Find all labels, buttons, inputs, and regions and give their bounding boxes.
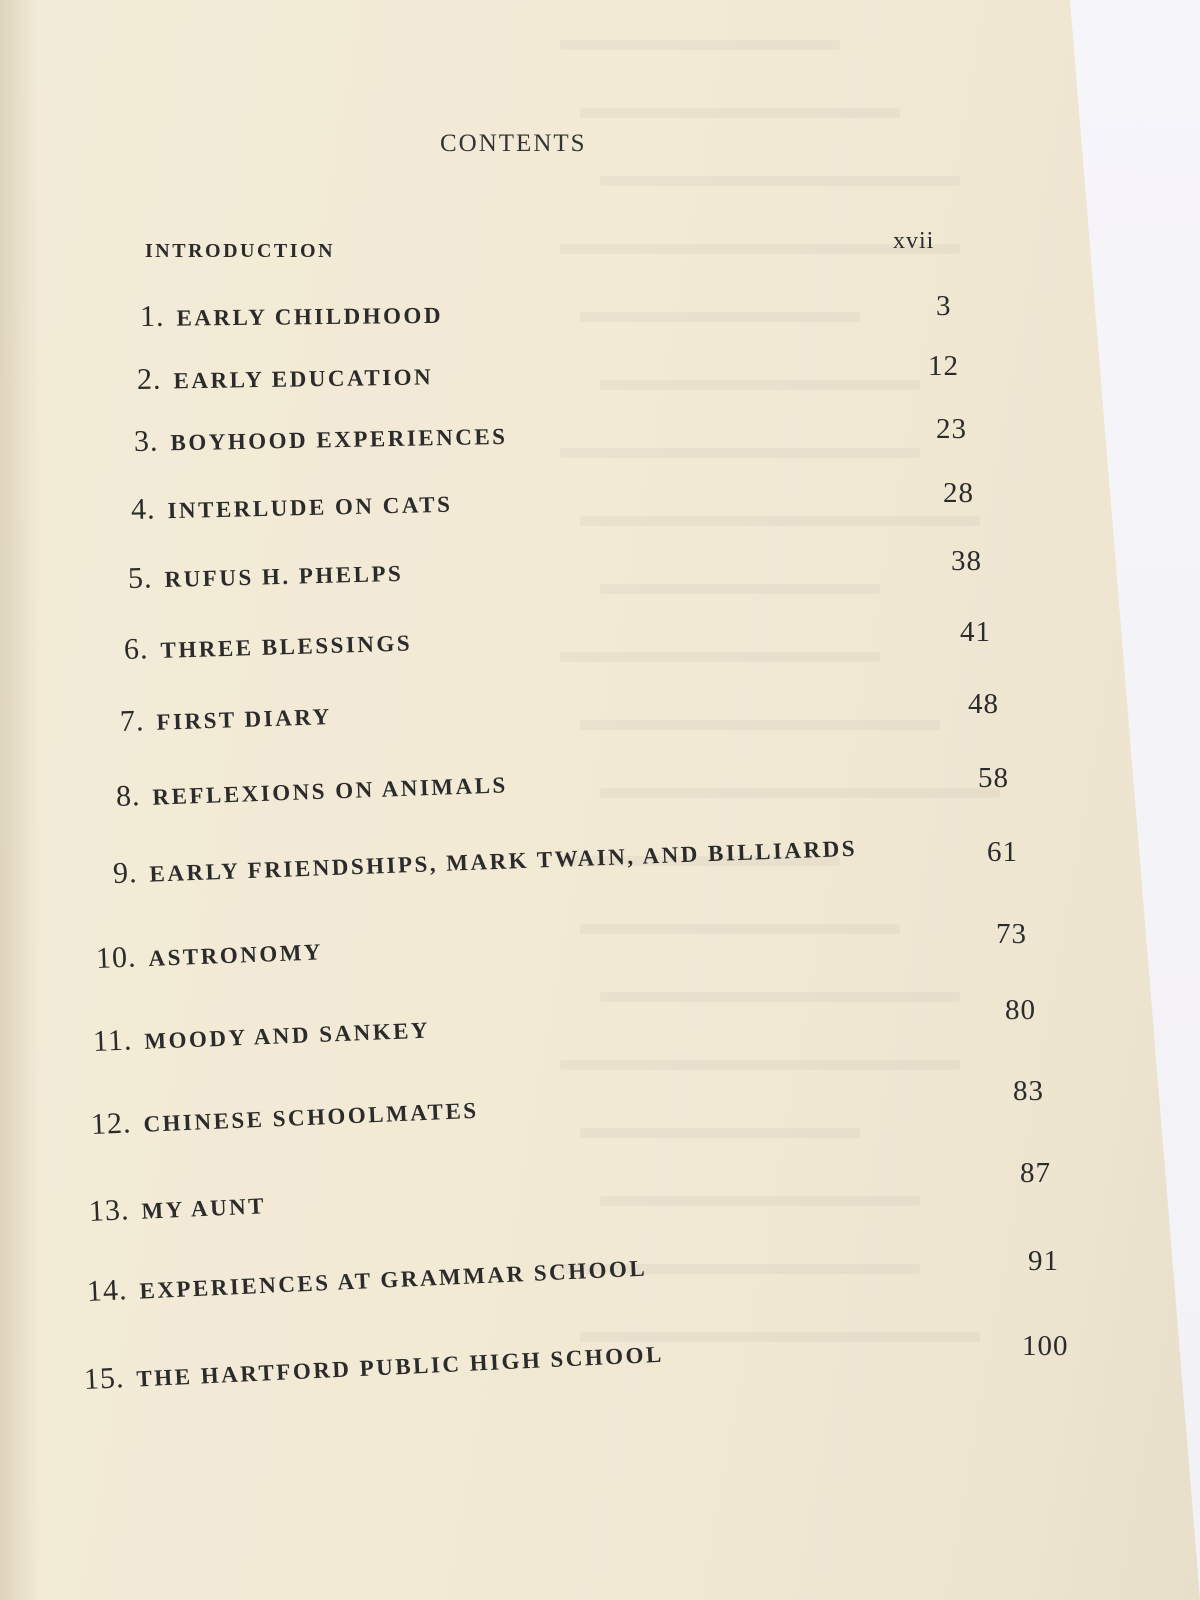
toc-entry-label: INTRODUCTION <box>145 240 336 262</box>
show-through-line <box>600 584 880 594</box>
chapter-number: 4. <box>130 492 156 526</box>
show-through-line <box>580 516 980 526</box>
chapter-page-number: 3 <box>936 290 952 322</box>
show-through-line <box>560 1060 960 1070</box>
chapter-number: 12. <box>90 1106 133 1141</box>
chapter-number: 7. <box>119 704 146 738</box>
chapter-title: INTERLUDE ON CATS <box>167 491 453 524</box>
show-through-line <box>580 108 900 118</box>
chapter-page-number: 91 <box>1028 1245 1059 1277</box>
chapter-title: MOODY AND SANKEY <box>143 1017 431 1054</box>
chapter-page-number: 61 <box>987 836 1018 868</box>
chapter-page-number: 38 <box>951 545 982 577</box>
toc-entry <box>140 297 443 334</box>
show-through-line <box>560 40 840 50</box>
toc-entry <box>137 358 434 397</box>
chapter-number: 10. <box>95 940 138 975</box>
chapter-title: EXPERIENCES AT GRAMMAR SCHOOL <box>138 1255 648 1304</box>
chapter-page-number: 58 <box>978 762 1009 794</box>
chapter-title: REFLEXIONS ON ANIMALS <box>152 772 509 810</box>
chapter-title: EARLY FRIENDSHIPS, MARK TWAIN, AND BILLIARDS <box>149 835 858 887</box>
chapter-page-number: 41 <box>960 616 991 648</box>
chapter-number: 1. <box>139 299 165 333</box>
toc-entry <box>128 555 404 596</box>
chapter-title: MY AUNT <box>140 1193 267 1224</box>
chapter-number: 2. <box>136 362 162 396</box>
show-through-line <box>600 992 960 1002</box>
page-gutter-shadow <box>0 0 40 1600</box>
chapter-page-number: 23 <box>936 413 967 445</box>
chapter-page-number: 87 <box>1020 1157 1051 1189</box>
show-through-line <box>600 380 920 390</box>
chapter-number: 3. <box>133 424 159 458</box>
show-through-line <box>580 924 900 934</box>
show-through-line <box>580 720 940 730</box>
show-through-line <box>580 312 860 322</box>
toc-entry <box>119 698 332 739</box>
chapter-page-number: 48 <box>968 688 999 720</box>
chapter-number: 11. <box>92 1023 134 1058</box>
show-through-line <box>560 652 880 662</box>
chapter-number: 15. <box>83 1361 126 1396</box>
chapter-number: 5. <box>127 561 153 595</box>
toc-entry-introduction <box>145 240 335 263</box>
chapter-page-number: 83 <box>1013 1075 1044 1107</box>
chapter-number: 9. <box>112 856 139 890</box>
show-through-line <box>580 1128 860 1138</box>
toc-entry <box>134 418 508 459</box>
chapter-number: 8. <box>115 779 142 813</box>
chapter-title: BOYHOOD EXPERIENCES <box>170 423 508 456</box>
toc-entry-page: xvii <box>893 228 935 254</box>
chapter-title: CHINESE SCHOOLMATES <box>142 1097 480 1137</box>
chapter-number: 13. <box>88 1193 131 1228</box>
chapter-number: 14. <box>86 1273 129 1308</box>
chapter-title: THREE BLESSINGS <box>160 630 413 663</box>
toc-entry <box>131 486 453 527</box>
show-through-line <box>600 788 1000 798</box>
chapter-page-number: 100 <box>1022 1330 1069 1362</box>
contents-heading: CONTENTS <box>440 130 587 157</box>
show-through-line <box>560 448 920 458</box>
show-through-line <box>600 176 960 186</box>
chapter-number: 6. <box>123 632 149 666</box>
chapter-title: ASTRONOMY <box>148 939 324 971</box>
chapter-page-number: 73 <box>996 918 1027 950</box>
chapter-title: THE HARTFORD PUBLIC HIGH SCHOOL <box>135 1341 665 1392</box>
chapter-page-number: 28 <box>943 477 974 509</box>
chapter-title: FIRST DIARY <box>156 703 333 735</box>
chapter-title: EARLY EDUCATION <box>173 364 434 394</box>
chapter-page-number: 12 <box>928 350 959 382</box>
show-through-line <box>600 1196 920 1206</box>
chapter-title: EARLY CHILDHOOD <box>176 302 444 331</box>
chapter-page-number: 80 <box>1005 994 1036 1026</box>
chapter-title: RUFUS H. PHELPS <box>164 560 404 593</box>
